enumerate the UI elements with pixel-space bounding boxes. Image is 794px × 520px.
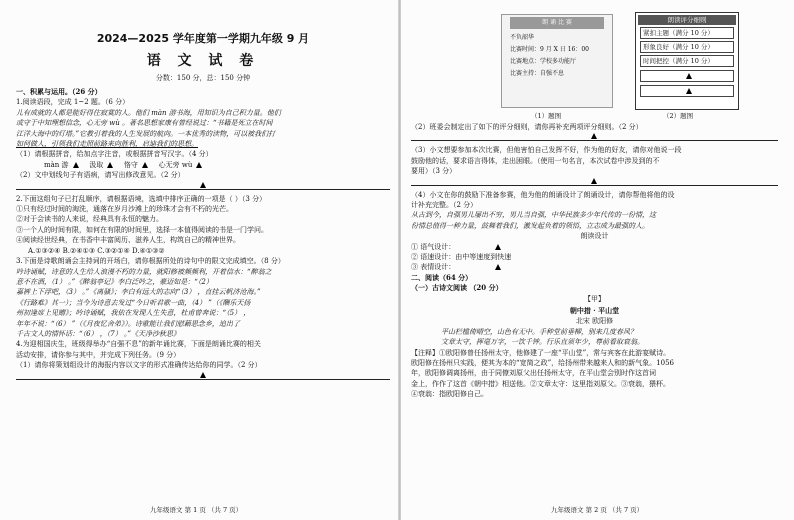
question-4-3-cont: 鼓励他的话，要求语言得体，走出困眼。（使用一句名言，本次试卷中涉及到的不: [411, 156, 660, 165]
passage-line: 份情总值得一种力量，鼓舞着我们，激发起负着的领悟，立志成为最强的人。: [411, 221, 649, 230]
note-line: 【注释】①欧阳修曾任扬州太守，他修建了一座“平山堂”，常与宾客在此游宴赋诗。: [411, 348, 671, 357]
exam-title: 语 文 试 卷: [146, 53, 260, 69]
answer-marker-icon: [591, 178, 597, 184]
option-line: ③一个人的时间有限，如何在有限的时间里，选择一本值得阅读的书是一门学问。: [16, 225, 268, 234]
poster-line: 比赛地点：学校多功能厅: [510, 58, 577, 65]
right-page: [400, 0, 794, 520]
page-footer: 九年级语文 第 1 页 （共 7 页）: [150, 506, 243, 514]
pinyin-item: 恪守: [123, 160, 138, 169]
passage-line: 或守于中知理想信念，心无旁 wù 。著名思想家康有曾经说过：“书籍是死立在时间: [16, 119, 273, 128]
question-1-2: （2）文中划线句子有语病，请写出修改意见。（2 分）: [16, 171, 185, 180]
option-line: ④阅读经世经典，在书香中丰富阅历、滋养人生，构筑自己的精神世界。: [16, 236, 240, 245]
question-4-1: （1）请你将策划组设计的海报内容以文字的形式准确传达给你的同学。（2 分）: [16, 361, 262, 370]
answer-marker-icon: [107, 162, 113, 168]
pinyin-item: màn 游: [44, 160, 69, 169]
pinyin-row: [16, 160, 390, 170]
figure-caption-2: （2）题图: [663, 112, 694, 120]
answer-line[interactable]: [411, 134, 778, 141]
subsection-heading: （一）古诗文阅读 （20 分）: [411, 283, 503, 293]
question-2: 2.下面这组句子已打乱顺序，请根据语境，选填中排序正确的一项是（ ）（3 分）: [16, 194, 267, 203]
fill-line[interactable]: 意不在酒，（1） 。”《醉翁亭记》李白泛吟之，豪迈如是：“（2）: [16, 277, 213, 286]
scoring-row: 形象良好（满分 10 分）: [640, 41, 734, 53]
poster-header: 朗 诵 比 赛: [510, 17, 604, 29]
answer-marker-icon: [142, 162, 148, 168]
poem-author: 北宋 欧阳修: [575, 316, 614, 325]
page-footer: 九年级语文 第 2 页 （共 7 页）: [551, 506, 644, 514]
answer-marker-icon: [495, 244, 501, 250]
option-line: ②对于会读书的人来说，经典具有永恒的魅力。: [16, 215, 163, 224]
question-4-3: （3）小文想要参加本次比赛，但他害怕自己发挥不好，作为他的好友，请你对他说一段: [411, 146, 682, 155]
answer-marker-icon: [200, 182, 206, 188]
answer-marker-icon: [591, 133, 597, 139]
fill-line[interactable]: 千古文人的情怀话：“（6） ，（7） 。”《天净沙秋思》: [16, 329, 181, 338]
answer-marker-icon: [196, 162, 202, 168]
note-line: 欧阳修在扬州只实践，便其为本的“宽简之政”，给扬州带来越来人和的新气象。1056: [411, 358, 674, 367]
exam-meta: 分数：150 分，总：150 分钟: [155, 74, 251, 82]
poem-label: 【甲】: [584, 294, 605, 303]
design-item-label: ① 语气设计：: [411, 242, 456, 251]
design-item: ② 语速设计：由中等速度到快速: [411, 253, 512, 262]
poster-line: 不负韶华: [510, 34, 535, 41]
scoring-table-figure: [635, 12, 739, 110]
scoring-blank[interactable]: [640, 70, 734, 82]
pinyin-item: 心无旁 wù: [158, 160, 193, 169]
answer-marker-icon: [200, 372, 206, 378]
note-line: 年，欧阳修调离扬州，由于同僚刘原父出任扬州太守，在平山堂会别时作这首词: [411, 369, 656, 378]
fill-line[interactable]: 嘉裤上下浮吧，（3） 。”《离骚》；李白有远大的志向“（3） ，直挂云帆济沧海。”: [16, 288, 261, 297]
scoring-row: 时间把控（满分 10 分）: [640, 55, 734, 67]
answer-line[interactable]: [16, 373, 390, 380]
answer-marker-icon: [495, 264, 501, 270]
design-item-label: ③ 表情设计：: [411, 263, 456, 272]
passage-line: 儿有成就的人都是能好得住寂寞的人。他们 màn 游书海，用知识为自己积力量。他们: [16, 108, 281, 117]
question-4: 4.为迎相国庆生，班级得举办“自强不息”的新年诵比赛，下面是朗诵比赛的相关: [16, 340, 261, 349]
fill-line: 吟诗诵赋，诗意的人生给人浪漫不朽的力量，就阳修被频频利，开着信水：“醉翁之: [16, 267, 272, 276]
design-heading: 朗读设计: [580, 232, 609, 241]
question-4-4: （4）小文在你的鼓励下准备参赛，他为他的朗诵设计了朗诵设计，请你帮他将他的设: [411, 190, 675, 199]
passage-line: 从古到今，自强男儿屡出不穷，男儿当自强，中华民族多少年代传的一份情，这: [411, 211, 656, 220]
passage-line: 江洋大海中的灯塔。”它教引着我的人生发展的航向。一本优秀的读物，可以被我们打: [16, 129, 276, 138]
question-4-4-cont: 计补充完整。（2 分）: [411, 201, 478, 210]
answer-marker-icon: [686, 73, 692, 79]
option-line: ①只有经过时间的淘洗，通落在岁月沙滩上的珍珠才会有不朽的光芒。: [16, 205, 233, 214]
fill-line[interactable]: 州初逢席上见赠》；吟诗诵赋，我依在发现人生失意，杜甫曾奔说：“（5） ，: [16, 309, 251, 318]
design-item[interactable]: [411, 242, 778, 252]
scoring-blank[interactable]: [640, 85, 734, 97]
answer-line[interactable]: [16, 183, 390, 190]
question-1-1: （1）请根据拼音，给加点字注音，或根据拼音写汉字。（4 分）: [16, 150, 213, 159]
answer-marker-icon: [73, 162, 79, 168]
question-3: 3.下面是诗歌朗诵会主持词的开场白，请你根据所处的诗句中的限文完成填空。（8 分）: [16, 257, 285, 266]
question-4-2: （2）班委会制定出了如下的评分细则，请你再补充两项评分细则。（2 分）: [411, 123, 643, 131]
question-1: 1.阅读语段，完成 1~2 题。（6 分）: [16, 98, 130, 107]
choice-options[interactable]: A.①③②④ B.②④①③ C.③②①④ D.④①③②: [28, 246, 165, 255]
section-1-heading: 一、积累与运用。（26 分）: [16, 87, 102, 96]
fill-line[interactable]: 《行路难》其一）；当今为诗意去发过“今日听君歌一曲，（4） ”（《酬乐天扬: [16, 298, 251, 307]
fill-line[interactable]: 年年不说：“（6） ”（《月夜忆舍弟》）。诗歌能让我们慰藉思念乡，追出了: [16, 319, 240, 328]
poem-line: 文章太守，挥毫万字，一饮千钟。行乐直须年少，尊前看取衰翁。: [441, 338, 644, 347]
poster-line: 比赛主持：自强不息: [510, 70, 565, 77]
scoring-table-header: 朗读评分细则: [638, 15, 736, 25]
poem-title: 朝中措 · 平山堂: [569, 305, 620, 315]
note-line: 金上，作作了这首《朝中措》相送他。②文章太守：这里指刘原父。③衰翁，猥杯。: [411, 379, 670, 388]
exam-header: 2024—2025 学年度第一学期九年级 9 月: [96, 32, 310, 45]
design-item[interactable]: [411, 262, 778, 272]
section-2-heading: 二、阅读（64 分）: [411, 272, 473, 282]
pinyin-item: 汲取: [89, 160, 104, 169]
answer-line[interactable]: [411, 179, 778, 186]
answer-marker-icon: [686, 88, 692, 94]
note-line: ④衰翁：指欧阳修自己。: [411, 390, 488, 399]
passage-line-underlined: 如何做人，引领我们走照前路来向胜利，启迪我们的思想。: [16, 140, 198, 149]
poster-figure: [501, 14, 613, 108]
question-4-cont: 活动安排，请你参与其中，并完成下列任务。（9 分）: [16, 350, 181, 359]
poem-line: 平山栏槛倚晴空，山色有无中。手种堂前垂柳，别来几度春风？: [441, 327, 637, 336]
poster-line: 比赛时间：9 月 X 日 16：00: [510, 46, 589, 53]
figure-caption-1: （1）题图: [531, 112, 562, 120]
question-4-3-cont: 要用）（3 分）: [411, 167, 457, 176]
figure-row: [411, 10, 778, 122]
scoring-row: 紧扣主题（满分 10 分）: [640, 27, 734, 39]
